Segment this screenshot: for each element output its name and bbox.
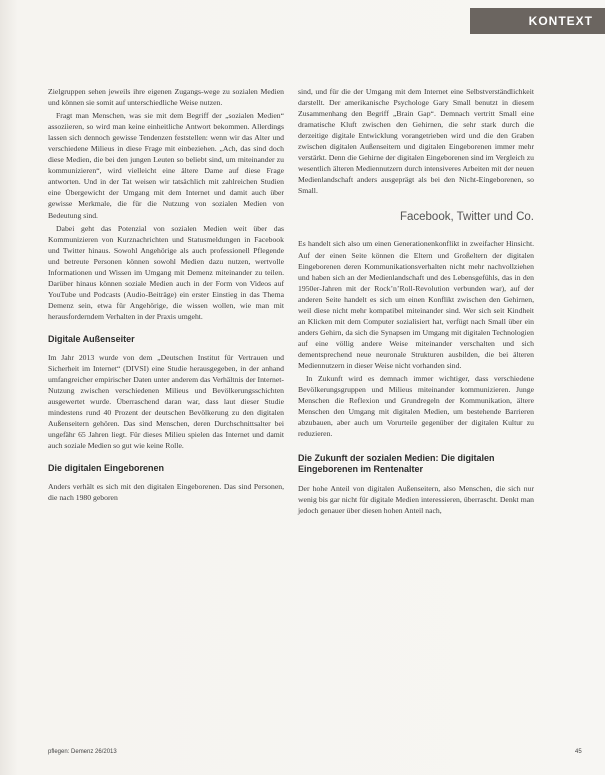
page-number: 45 [575,749,582,755]
publication-footer: pflegen: Demenz 26/2013 [48,749,117,755]
accent-heading: Facebook, Twitter und Co. [399,211,534,224]
paragraph: Fragt man Menschen, was sie mit dem Begriff der „sozialen Medien“ assoziieren, so wird man keine einheitliche Antwort bekommen. Allerdings lassen sich dennoch gewisse Tendenzen feststellen: wenn wir das Alter und verschiedene Milieus in diese Frage mit einbeziehen. „Ach, das sind doch diese Medien, die bei den jungen Leuten so beliebt sind, um miteinander zu kommunizieren“, wird vielleicht eine ältere Dame auf diese Frage antworten. Und in der Tat weisen wir tatsächlich mit zahlreichen Studien eine Übergewicht der Umgang mit dem Internet und damit auch über gewisse Merkmale, die für die Nutzung von sozialen Medien von Bedeutung sind. [48,111,284,220]
section-heading: Die digitalen Eingeborenen [48,463,165,474]
paragraph: Der hohe Anteil von digitalen Außenseitern, also Menschen, die sich nur wenig bis gar nicht für digitale Medien interessieren, überrascht. Denkt man jedoch genauer über diesen hohen Anteil nach, [298,484,534,516]
paragraph: In Zukunft wird es demnach immer wichtiger, dass verschiedene Bevölkerungsgruppen und Milieus miteinander kommunizieren. Junge Menschen die Reflexion und Grundregeln der Kommunikation, ältere Menschen den Umgang mit digitalen Medien, um bestehende Barrieren abzubauen, aber auch um Vorurteile gegenüber der digitalen Kultur zu reduzieren. [298,374,534,439]
paragraph: Anders verhält es sich mit den digitalen Eingeborenen. Das sind Personen, die nach 1980 geboren [48,482,284,503]
paragraph: Zielgruppen sehen jeweils ihre eigenen Zugangs-wege zu sozialen Medien und können sie somit auf unterschiedliche Weise nutzen. [48,87,284,108]
paragraph: Es handelt sich also um einen Generationenkonflikt in zweifacher Hinsicht. Auf der einen Seite können die Eltern und Großeltern der digitalen Eingeborenen deren Kommunikationsverhalten nicht mehr nachvollziehen und haben sich an der Medienlandschaft und des Lebensgefühls, das in den 1950er-Jahren mit der Rock’n’Roll-Revolution verbunden war), auf der anderen Seite handelt es sich um einen Konflikt zwischen den Gehirnen, weil diese nicht mehr kompatibel miteinander sind. Wer sich seit Kindheit an Klicken mit dem Computer sozialisiert hat, verfügt nach Small über ein anders Gehirn, da sich die Synapsen im Umgang mit digitalen Technologien auf eine völlig andere Weise miteinander verschalten und sich dementsprechend neue neuronale Strukturen ausbilden, die bei älteren Mediennutzern in dieser Weise nicht vorhanden sind. [298,239,534,370]
section-label: KONTEXT [528,14,593,28]
paragraph: Im Jahr 2013 wurde von dem „Deutschen Institut für Vertrauen und Sicherheit im Internet“ (DIVSI) eine Studie herausgegeben, in der anhand umfangreicher empirischer Daten unter anderem das Verhältnis der Internet-Nutzung zwischen verschiedenen Milieus und Bevölkerungsschichten ausgewertet wurde. Überraschend daran war, dass laut dieser Studie mindestens rund 40 Prozent der deutschen Bevölkerung zu den digitalen Außenseitern gehören. Das sind Menschen, deren Durchschnittsalter bei ungefähr 65 Jahren liegt. Für dieses Milieu spielen das Internet und damit auch soziale Medien so gut wie keine Rolle. [48,352,284,451]
right-column [298,86,534,518]
paragraph: Dabei geht das Potenzial von sozialen Medien weit über das Kommunizieren von Kurznachrichten und Statusmeldungen in Facebook und Twitter hinaus. Sowohl Angehörige als auch professionell Pflegende und betreute Personen können sowohl Medien dazu nutzen, wertvolle Informationen und Wissen im Umgang mit Demenz miteinander zu teilen. Darüber hinaus können soziale Medien auch in der Form von Videos auf YouTube und Podcasts (Audio-Beiträge) ein erster Einstieg in das Thema Demenz sein, etwa für Angehörige, die wissen wollen, wie man mit herausforderndem Verhalten in der Praxis umgeht. [48,223,284,321]
left-column [48,86,284,506]
section-heading: Digitale Außenseiter [48,333,135,344]
section-heading: Die Zukunft der sozialen Medien: Die digitalen Eingeborenen im Rentenalter [298,453,495,475]
paragraph: sind, und für die der Umgang mit dem Internet eine Selbstverständlichkeit darstellt. Der amerikanische Psychologe Gary Small benutzt in diesem Zusammenhang den Begriff „Brain Gap“. Demnach vertritt Small eine dramatische Kluft zwischen den Gehirnen, die sehr stark durch die derzeitige digitale Entwicklung vorangetrieben wird und die den Graben zwischen digitalen Außenseitern und digitalen Eingeborenen immer mehr verstärkt. Denn die Gehirne der digitalen Eingeborenen sind im Vergleich zu wesentlich älteren Mediennutzern durch intensiveres Arbeiten mit der neuen Medienlandschaft anders ausgeprägt als bei den Nicht-Eingeborenen, so Small. [298,87,534,196]
section-tab [470,8,605,34]
